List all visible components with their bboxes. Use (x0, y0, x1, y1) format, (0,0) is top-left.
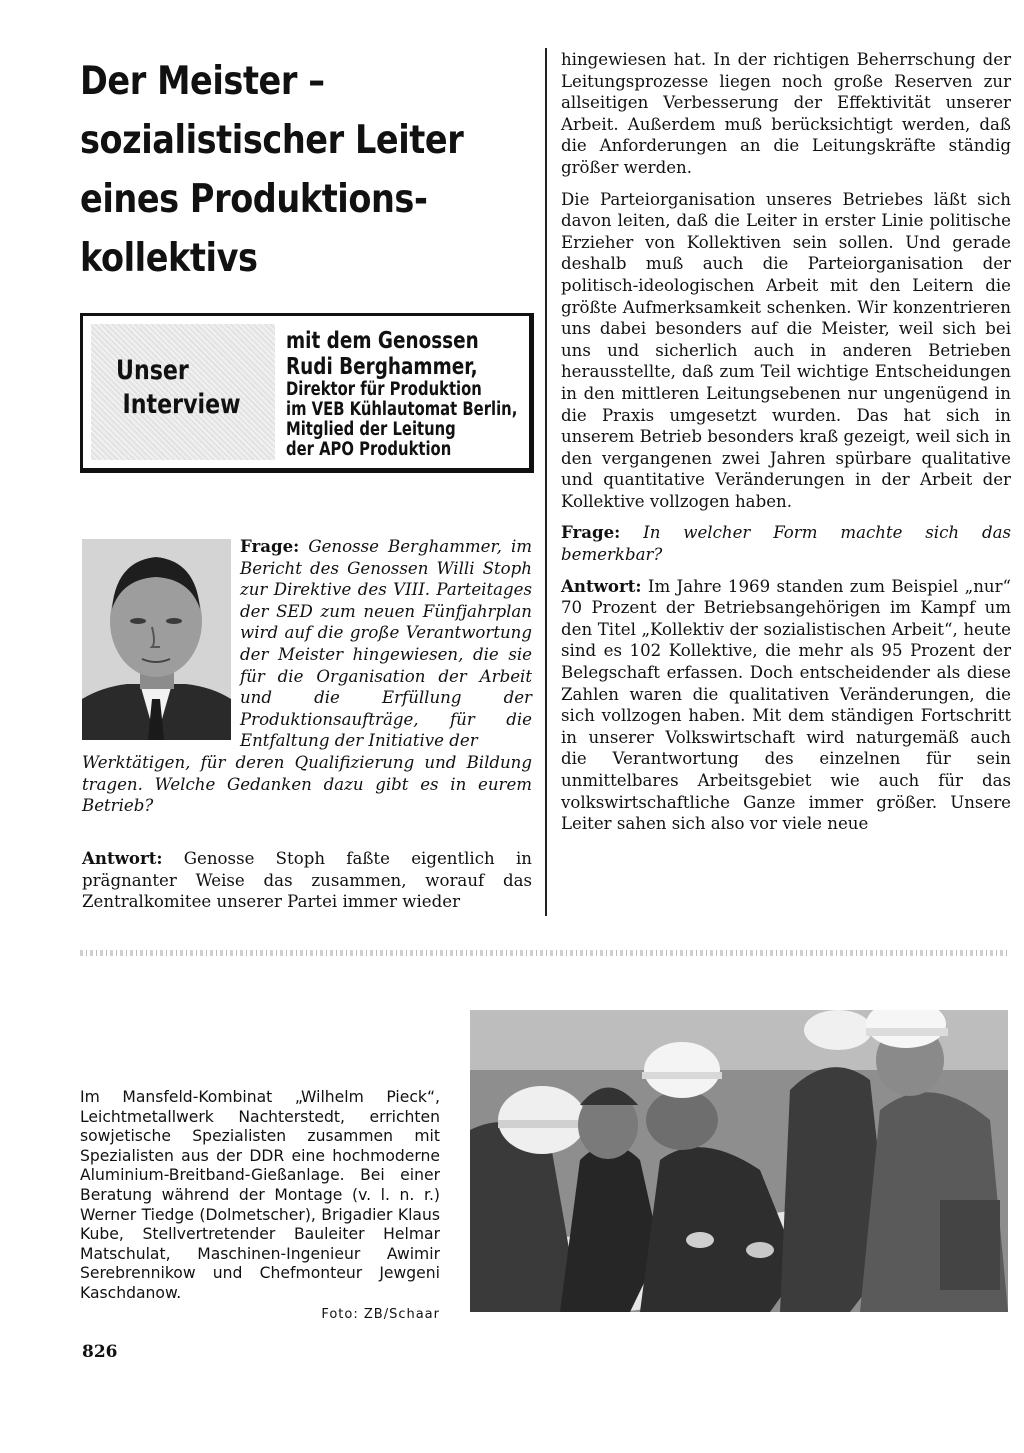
workers-photo (470, 1010, 1008, 1312)
interviewee-role-line: im VEB Kühlautomat Berlin, (286, 399, 518, 420)
question1-body-cont: Werktätigen, für deren Qualifizierung und Bildung tragen. Welche Gedanken dazu gibt es in eurem Betrieb? (82, 753, 532, 816)
interviewee-role-line: Direktor für Produktion (286, 379, 482, 400)
answer1-body: Genosse Stoph faßte eigentlich in prägnanter Weise das zusammen, worauf das Zentralkomitee unserer Partei immer wieder (82, 849, 532, 912)
question1-text (240, 536, 532, 752)
answer2-body: Im Jahre 1969 standen zum Beispiel „nur“ 70 Prozent der Betriebsangehörigen im Kampf um den Titel „Kollektiv der sozialistischen Arbeit“, heute sind es 102 Kollektive, die mehr als 95 Prozent der Belegschaft erfassen. Doch entscheidender als diese Zahlen waren die qualitativen Veränderungen, die sich vollzogen haben. Mit dem ständigen Fortschritt in unserer Volkswirtschaft wird naturgemäß auch die Verantwortung des einzelnen für sein unmittelbares Arbeitsgebiet wie auch für das volkswirtschaftliche Ganze immer größer. Unsere Leiter sahen sich also vor viele neue (561, 576, 1011, 834)
page-number: 826 (82, 1342, 118, 1362)
answer1-text (82, 848, 532, 913)
portrait-illustration (82, 539, 231, 740)
question-label: Frage: (240, 536, 300, 556)
interview-label-line2: Interview (122, 389, 241, 420)
right-column (561, 49, 1011, 845)
answer-label: Antwort: (561, 575, 642, 596)
interviewee-info (286, 328, 518, 460)
portrait-photo (82, 539, 231, 740)
workers-photo-illustration (470, 1010, 1008, 1312)
photo-credit: Foto: ZB/Schaar (321, 1307, 440, 1322)
interview-label-line1: Unser (116, 355, 189, 386)
answer2 (561, 576, 1011, 835)
question2-body: In welcher Form machte sich das bemerkbar? (561, 523, 1011, 565)
interviewee-role-line: Mitglied der Leitung (286, 419, 456, 440)
question1-body: Genosse Berghammer, im Bericht des Genossen Willi Stoph zur Direktive des VIII. Parteitages der SED zum neuen Fünfjahrplan wird auf die große Verantwortung der Meister hingewiesen, die sie für die Organisation der Arbeit und die Erfüllung der Produktionsaufträge, für die Entfaltung der Initiative der (240, 537, 532, 751)
section-divider (80, 950, 1010, 956)
question2 (561, 522, 1011, 565)
article-title (80, 52, 467, 288)
title-line: Der Meister – (80, 59, 325, 104)
interview-box (80, 313, 534, 473)
interviewee-with-line: mit dem Genossen (286, 328, 479, 354)
title-line: kollektivs (80, 236, 258, 281)
question1-continuation (82, 752, 532, 817)
question-label: Frage: (561, 522, 621, 543)
interviewee-name: Rudi Berghammer, (286, 354, 478, 380)
interviewee-role-line: der APO Produktion (286, 439, 452, 460)
column-divider (545, 48, 547, 916)
title-line: eines Produktions- (80, 177, 428, 222)
photo-caption: Im Mansfeld-Kombinat „Wilhelm Pieck“, Leichtmetallwerk Nachterstedt, errichten sowjetische Spezialisten zusammen mit Spezialisten aus der DDR eine hochmoderne Aluminium-Breitband-Gießanlage. Bei einer Beratung während der Montage (v. l. n. r.) Werner Tiedge (Dolmetscher), Brigadier Klaus Kube, Stellvertretender Bauleiter Helmar Matschulat, Maschinen-Ingenieur Awimir Serebrennikow und Chefmonteur Jewgeni Kaschdanow. (80, 1088, 440, 1302)
interview-label (116, 354, 241, 422)
answer-label: Antwort: (82, 848, 163, 868)
title-line: sozialistischer Leiter (80, 118, 464, 163)
paragraph: hingewiesen hat. In der richtigen Beherrschung der Leitungsprozesse liegen noch große Reserven zur allseitigen Verbesserung der Effektivität unserer Arbeit. Außerdem muß berücksichtigt werden, daß die Anforderungen an die Leitungskräfte ständig größer werden. (561, 50, 1011, 177)
paragraph: Die Parteiorganisation unseres Betriebes läßt sich davon leiten, daß die Leiter in erster Linie politische Erzieher von Kollektiven sein sollen. Und gerade deshalb muß auch die Parteiorganisation der politisch-ideologischen Arbeit mit den Leitern die größte Aufmerksamkeit schenken. Wir konzentrieren uns dabei besonders auf die Meister, weil sich bei uns und sicherlich auch in anderen Betrieben herausstellte, daß zum Teil wichtige Entscheidungen in den mittleren Leitungsebenen nur ungenügend in die Praxis umgesetzt wurden. Das hat sich in unserem Betrieb besonders kraß gezeigt, weil sich in den vergangenen zwei Jahren spürbare qualitative und quantitative Veränderungen in der Arbeit der Kollektive vollzogen haben. (561, 189, 1011, 511)
